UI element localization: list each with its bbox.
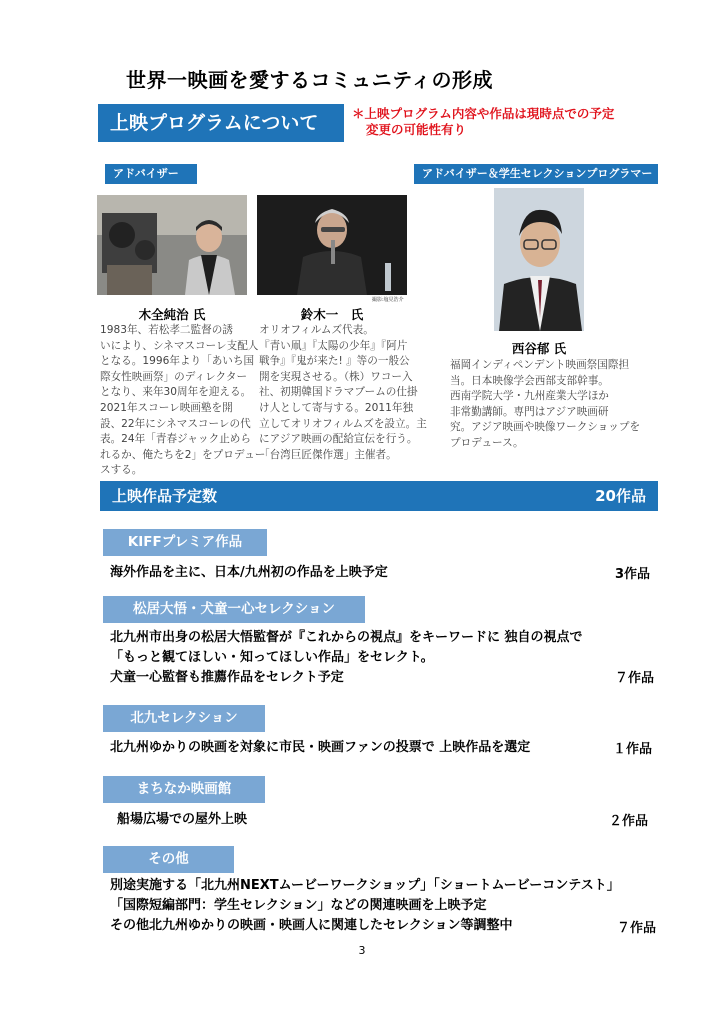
photo-kimata — [97, 195, 247, 295]
category-count: ２作品 — [608, 814, 648, 829]
bio-line: 究。アジア映画や映像ワークショップを — [450, 421, 641, 434]
category-machinaka-cinema: まちなか映画館 — [103, 776, 265, 803]
schedule-bar — [100, 481, 658, 511]
advisor-label: アドバイザー — [105, 164, 197, 184]
bio-line: れるか、俺たちを2」をプロデュー — [100, 448, 266, 461]
bio-line: となる。1996年より「あいち国 — [100, 355, 255, 368]
advisor-programmer-label: アドバイザー＆学生セレクションプログラマー — [414, 164, 658, 184]
schedule-total: 20作品 — [595, 487, 646, 505]
photo-nishitani — [494, 188, 584, 331]
name-suzuki: 鈴木一 氏 — [300, 307, 364, 322]
notice-line-1: ＊上映プログラム内容や作品は現時点での予定 — [352, 106, 615, 121]
bio-line: スする。 — [100, 464, 143, 477]
bio-line: 非常勤講師。専門はアジア映画研 — [450, 405, 609, 418]
description-line: 海外作品を主に、日本/九州初の作品を上映予定 — [110, 565, 388, 580]
bio-line: 西南学院大学・九州産業大学ほか — [450, 390, 609, 403]
bio-line: 戦争』『鬼が来た! 』等の一般公 — [259, 355, 410, 368]
notice-line-2: 変更の可能性有り — [366, 122, 467, 137]
name-nishitani: 西谷郁 氏 — [511, 341, 567, 356]
category-count: １作品 — [612, 742, 652, 757]
schedule-label: 上映作品予定数 — [112, 487, 218, 505]
category-count: ７作品 — [614, 671, 654, 686]
description-line: 北九州ゆかりの映画を対象に市民・映画ファンの投票で 上映作品を選定 — [110, 740, 531, 755]
category-description — [117, 810, 247, 830]
bio-suzuki — [259, 323, 427, 463]
photo-suzuki — [257, 195, 407, 295]
category-description — [110, 628, 583, 688]
bio-line: 1983年、若松孝二監督の誘 — [100, 324, 233, 336]
description-line: 別途実施する「北九州NEXTムービーワークショップ」「ショートムービーコンテスト」 — [110, 878, 620, 893]
bio-line: 開を実現させる。（株）ワコー入 — [259, 370, 413, 383]
description-line: 「国際短編部門：学生セレクション」などの関連映画を上映予定 — [110, 898, 487, 913]
bio-line: 「台湾巨匠傑作選」主催者。 — [259, 448, 397, 461]
description-line: その他北九州ゆかりの映画・映画人に関連したセレクション等調整中 — [110, 918, 513, 933]
page-number: 3 — [358, 944, 366, 957]
category-description — [110, 563, 388, 583]
bio-line: 際女性映画祭」のディレクター — [100, 370, 248, 383]
bio-line: 2021年スコーレ映画塾を開 — [100, 401, 233, 414]
description-line: 船場広場での屋外上映 — [117, 812, 248, 827]
schedule-notice — [352, 106, 614, 138]
category-description — [110, 738, 530, 758]
bio-line: いにより、シネマスコーレ支配人 — [100, 339, 259, 352]
photo-credit: 撮影:塩見浩介 — [372, 297, 404, 303]
category-count: 3作品 — [614, 567, 650, 582]
bio-line: 設、22年にシネマスコーレの代 — [100, 417, 251, 430]
category-other: その他 — [103, 846, 234, 873]
bio-line: 当。日本映像学会西部支部幹事。 — [450, 374, 609, 387]
bio-line: 立してオリオフィルムズを設立。主 — [259, 417, 427, 430]
page-title: 世界一映画を愛するコミュニティの形成 — [126, 68, 493, 92]
bio-line: 『青い凧』『太陽の少年』『阿片 — [259, 339, 408, 352]
category-matsui-inudo-selection: 松居大悟・犬童一心セレクション — [103, 596, 365, 623]
bio-line: 表。24年「青春ジャック止めら — [100, 433, 251, 446]
description-line: 「もっと観てほしい・知ってほしい作品」をセレクト。 — [110, 650, 434, 665]
bio-line: 福岡インディペンデント映画祭国際担 — [450, 359, 630, 371]
bio-line: け人として寄与する。2011年独 — [259, 401, 414, 414]
bio-line: となり、来年30周年を迎える。 — [100, 386, 252, 399]
bio-line: オリオフィルムズ代表。 — [259, 324, 374, 336]
bio-line: プロデュース。 — [450, 436, 524, 449]
category-kitakyu-selection: 北九セレクション — [103, 705, 265, 732]
bio-kimata — [100, 323, 265, 479]
bio-nishitani — [450, 358, 640, 452]
name-kimata: 木全純治 氏 — [138, 307, 206, 322]
section-banner: 上映プログラムについて — [98, 104, 344, 142]
category-count: ７作品 — [616, 921, 656, 936]
bio-line: 社、初期韓国ドラマブームの仕掛 — [259, 386, 418, 399]
description-line: 北九州市出身の松居大悟監督が『これからの視点』をキーワードに 独自の視点で — [110, 630, 583, 645]
description-line: 犬童一心監督も推薦作品をセレクト予定 — [110, 670, 344, 685]
category-kiff-premiere: KIFFプレミア作品 — [103, 529, 267, 556]
category-description — [110, 876, 620, 936]
bio-line: にアジア映画の配給宣伝を行う。 — [259, 433, 418, 446]
